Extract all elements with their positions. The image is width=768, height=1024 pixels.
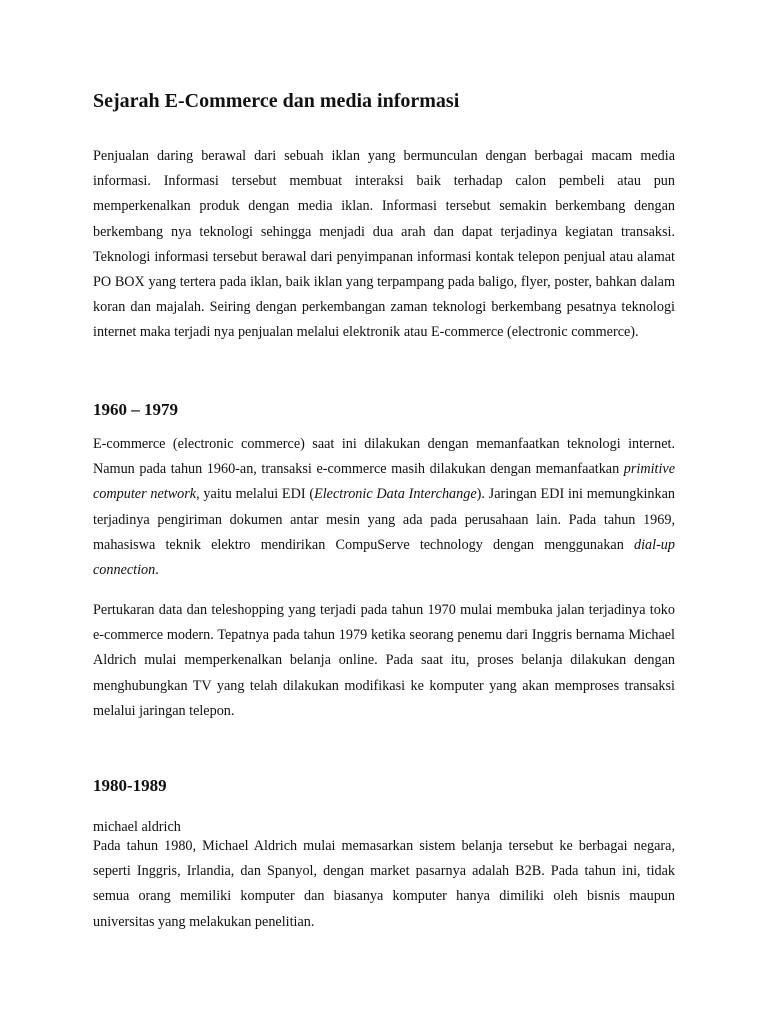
intro-paragraph: Penjualan daring berawal dari sebuah iklan yang bermunculan dengan berbagai macam media informasi. Informasi tersebut membuat interaksi baik terhadap calon pembeli atau pun memperkenalkan produk dengan media iklan. Informasi tersebut semakin berkembang dengan berkembang nya teknologi sehingga menjadi dua arah dan dapat terjadinya kegiatan transaksi. Teknologi informasi tersebut berawal dari penyimpanan informasi kontak telepon penjual atau alamat PO BOX yang tertera pada iklan, baik iklan yang terpampang pada baligo, flyer, poster, bahkan dalam koran dan majalah. Seiring dengan perkembangan zaman teknologi berkembang pesatnya teknologi internet maka terjadi nya penjualan melalui elektronik atau E-commerce (electronic commerce). [93, 148, 675, 341]
italic-term-edi: Electronic Data Interchange [314, 486, 477, 503]
section2-paragraph-1: Pada tahun 1980, Michael Aldrich mulai memasarkan sistem belanja tersebut ke berbagai negara, seperti Inggris, Irlandia, dan Spanyol, dengan market pasarnya adalah B2B. Pada tahun ini, tidak semua orang memiliki komputer dan biasanya komputer hanya dimiliki oleh bisnis maupun universitas yang melakukan penelitian. [93, 838, 675, 930]
italic-term-primitive-network: primitive computer network [93, 461, 675, 503]
text-run: ). Jaringan EDI ini memungkinkan terjadinya pengiriman dokumen antar mesin yang ada pada perusahaan lain. Pada tahun 1969, mahasiswa teknik elektro mendirikan CompuServe technology dengan menggunakan [93, 486, 675, 553]
italic-term-dial-up: dial-up connection [93, 536, 675, 579]
section1-paragraph-2: Pertukaran data dan teleshopping yang terjadi pada tahun 1970 mulai membuka jalan terjadinya toko e-commerce modern. Tepatnya pada tahun 1979 ketika seorang penemu dari Inggris bernama Michael Aldrich mulai memperkenalkan belanja online. Pada saat itu, proses belanja dilakukan dengan menghubungkan TV yang telah dilakukan modifikasi ke komputer yang akan memproses transaksi melalui jaringan telepon. [93, 602, 675, 719]
text-run: E-commerce (electronic commerce) saat ini dilakukan dengan memanfaatkan teknologi internet. Namun pada tahun 1960-an, transaksi e-commerce masih dilakukan dengan memanfaatkan [93, 436, 675, 478]
text-run: . [155, 562, 159, 579]
section-heading-1960-1979: 1960 – 1979 [93, 400, 178, 419]
section-heading-1980-1989: 1980-1989 [93, 776, 167, 795]
document-title: Sejarah E-Commerce dan media informasi [93, 90, 460, 112]
section2-caption: michael aldrich [93, 819, 181, 835]
text-run: , yaitu melalui EDI ( [196, 486, 315, 503]
section1-paragraph-1 [93, 432, 675, 583]
